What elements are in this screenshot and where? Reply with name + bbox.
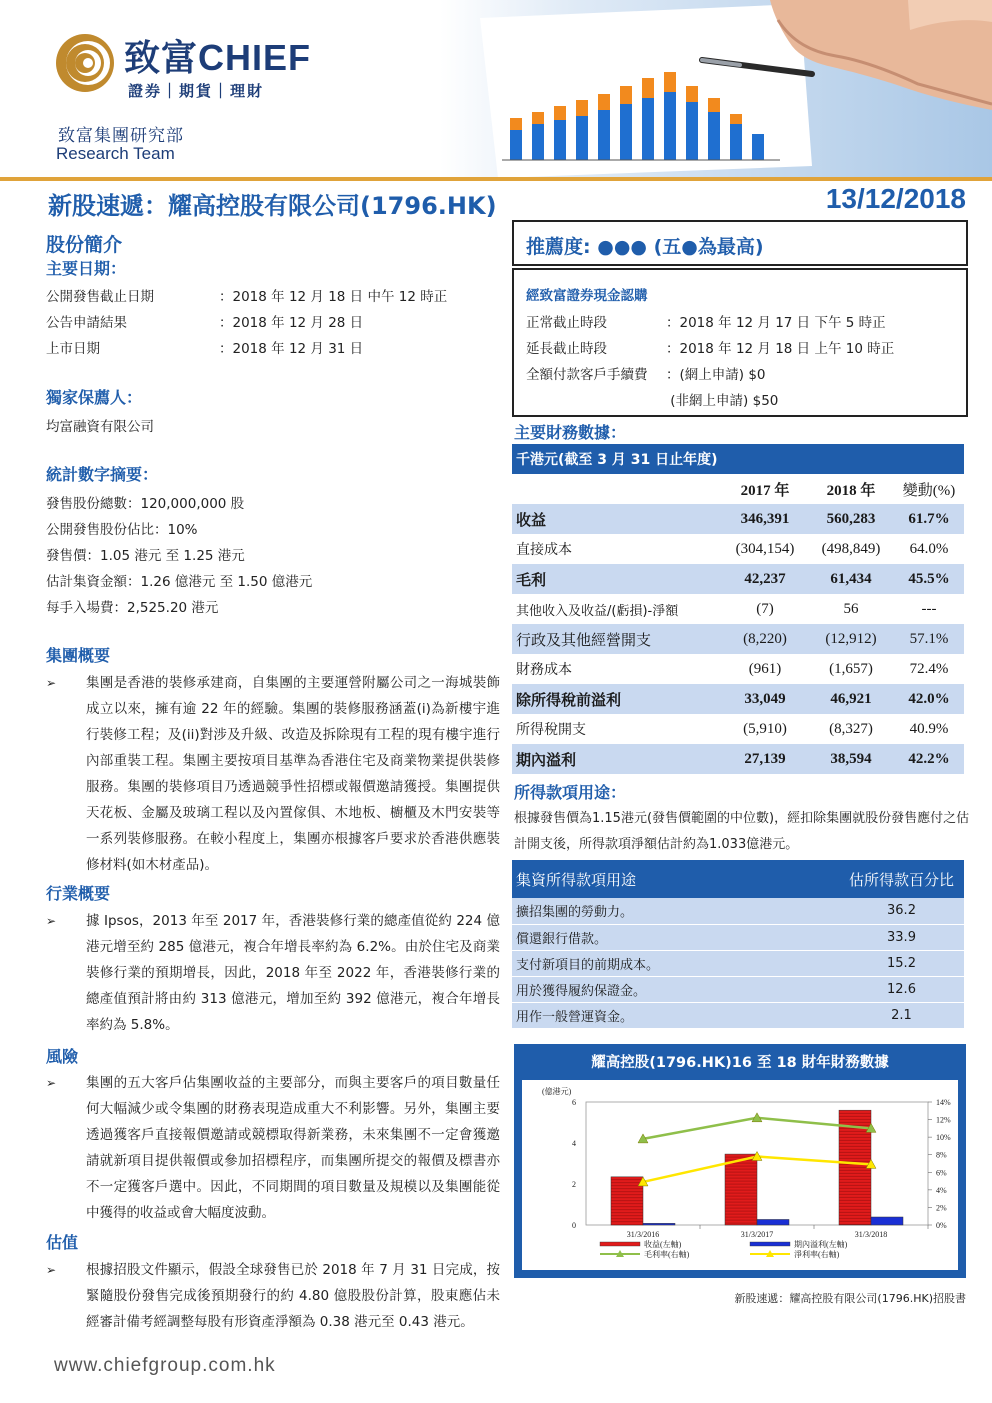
bar-profit: [871, 1217, 903, 1225]
table-row: 除所得稅前溢利 33,049 46,921 42.0%: [512, 684, 964, 714]
table-row: 毛利 42,237 61,434 45.5%: [512, 564, 964, 594]
industry-heading: 行業概要: [46, 884, 111, 903]
stats-heading: 統計數字摘要：: [46, 465, 159, 484]
x-tick-label: 31/3/2018: [854, 1230, 888, 1239]
legend-label: 收益(左軸): [644, 1240, 682, 1249]
table-row: 用於獲得履約保證金。 12.6: [512, 976, 964, 1002]
table-header-row: [512, 474, 964, 504]
subscription-heading: 經致富證券現金認購: [526, 288, 648, 304]
logo-wordmark: 致富CHIEF: [124, 37, 312, 79]
left-axis-unit: (億港元): [542, 1087, 572, 1096]
risk-heading: 風險: [46, 1047, 79, 1066]
subscription-box: [512, 268, 968, 417]
financials-table: [512, 444, 964, 774]
header-illustration: [440, 0, 992, 178]
table-row: 直接成本 (304,154) (498,849) 64.0%: [516, 540, 949, 558]
recommendation-box: [512, 220, 968, 266]
recommendation-rating: 推薦度: ●●● (五●為最高): [526, 236, 764, 258]
report-title: 新股速遞：耀高控股有限公司(1796.HK): [48, 192, 497, 220]
stat-line: 每手入場費：2,525.20 港元: [46, 600, 219, 616]
table-row: 支付新項目的前期成本。 15.2: [512, 950, 964, 976]
left-tick-label: 6: [572, 1098, 576, 1107]
left-tick-label: 2: [572, 1180, 576, 1189]
use-of-proceeds-table: [512, 860, 964, 1029]
subscription-row: 正常截止時段 ：2018 年 12 月 17 日 下午 5 時正: [526, 315, 886, 331]
column-header: 集資所得款項用途: [512, 860, 839, 898]
stat-line: 估計集資金額：1.26 億港元 至 1.50 億港元: [46, 574, 313, 590]
key-date-row: 公告申請結果 ：2018 年 12 月 28 日: [46, 315, 364, 331]
table-row: 擴招集團的勞動力。 36.2: [512, 898, 964, 924]
left-tick-label: 0: [572, 1221, 576, 1230]
valuation-paragraph: [46, 1257, 500, 1335]
sponsor-name: 均富融資有限公司: [46, 419, 154, 435]
bullet-arrow-icon: ➢: [46, 1263, 57, 1277]
table-header-row: [512, 860, 964, 898]
right-tick-label: 14%: [936, 1098, 951, 1107]
table-row: 財務成本 (961) (1,657) 72.4%: [516, 660, 949, 678]
table-caption-row: [512, 444, 964, 474]
right-tick-label: 10%: [936, 1133, 951, 1143]
left-tick-label: 4: [572, 1139, 576, 1148]
right-tick-label: 6%: [936, 1168, 947, 1178]
report-date: 13/12/2018: [825, 183, 966, 214]
table-row: 用作一般營運資金。 2.1: [512, 1002, 964, 1028]
sponsor-heading: 獨家保薦人：: [46, 388, 143, 407]
industry-text: 據 Ipsos，2013 年至 2017 年，香港裝修行業的總產值從約 224 億港元增至約 285 億港元，複合年增長率約為 6.2%。由於住宅及商業裝修行業的預期增長，因此，2018 年至 2022 年，香港裝修行業的總產值預計將由約 313 億港元，增加至約 392 億港元，複合年增長率約為 5.8%。: [86, 913, 500, 1033]
right-tick-label: 2%: [936, 1203, 947, 1213]
department-name-zh: 致富集團研究部: [58, 126, 184, 146]
column-header: 變動(%): [894, 474, 964, 504]
right-tick-label: 4%: [936, 1185, 947, 1195]
table-row: 期內溢利 27,139 38,594 42.2%: [512, 744, 964, 774]
right-tick-label: 0%: [936, 1221, 947, 1230]
valuation-text: 根據招股文件顯示，假設全球發售已於 2018 年 7 月 31 日完成，按緊隨股份發售完成後預期發行的約 4.80 億股股份計算，股東應佔未經審計備考經調整每股有形資產淨額為 0.38 港元至 0.43 港元。: [86, 1262, 500, 1330]
legend-swatch: [600, 1242, 640, 1246]
x-tick-label: 31/3/2016: [626, 1230, 660, 1239]
table-row: 其他收入及收益/(虧損)-淨額 (7) 56 ---: [516, 600, 937, 619]
header-divider: [0, 177, 992, 181]
key-dates-heading: 主要日期：: [46, 259, 127, 278]
bar-profit: [643, 1223, 675, 1225]
page-header: [0, 0, 992, 178]
overview-heading: 集團概要: [46, 646, 111, 665]
table-caption: 千港元(截至 3 月 31 日止年度): [512, 444, 964, 474]
x-tick-label: 31/3/2017: [740, 1230, 774, 1239]
table-row: 收益 346,391 560,283 61.7%: [512, 504, 964, 534]
bar-profit: [757, 1219, 789, 1225]
bullet-arrow-icon: ➢: [46, 1076, 57, 1090]
logo-tagline: 證券｜期貨｜理財: [128, 82, 265, 100]
legend-label: 毛利率(右軸): [644, 1250, 690, 1259]
stat-line: 公開發售股份佔比：10%: [46, 522, 198, 538]
right-tick-label: 12%: [936, 1115, 951, 1125]
department-name-en: Research Team: [56, 144, 175, 163]
chief-logo-icon: [54, 32, 116, 94]
risk-text: 集團的五大客戶佔集團收益的主要部分，而與主要客戶的項目數量任何大幅減少或令集團的財務表現造成重大不利影響。另外，集團主要透過獲客戶直接報價邀請或競標取得新業務，未來集團不一定會獲邀請就新項目提供報價或參加招標程序，而集團所提交的報價及標書亦不一定獲客戶選中。因此，不同期間的項目數量及規模以及集團能從中獲得的收益或會大幅度波動。: [86, 1075, 500, 1221]
table-row: 行政及其他經營開支 (8,220) (12,912) 57.1%: [512, 624, 964, 654]
column-header: 2017 年: [722, 474, 808, 504]
legend-swatch: [750, 1242, 790, 1246]
bar-revenue: [725, 1154, 757, 1225]
industry-paragraph: [46, 908, 500, 1038]
right-tick-label: 8%: [936, 1150, 947, 1160]
valuation-heading: 估值: [46, 1233, 79, 1252]
source-note: 新股速遞：耀高控股有限公司(1796.HK)招股書: [734, 1292, 966, 1305]
bullet-arrow-icon: ➢: [46, 914, 57, 928]
column-header: 估所得款百分比: [839, 860, 964, 898]
financial-chart: [522, 1080, 958, 1270]
financials-heading: 主要財務數據：: [514, 423, 627, 442]
financial-chart-panel: [514, 1044, 966, 1278]
key-date-row: 上市日期 ：2018 年 12 月 31 日: [46, 341, 364, 357]
subscription-row: 延長截止時段 ：2018 年 12 月 18 日 上午 10 時正: [526, 341, 895, 357]
footer-url: www.chiefgroup.com.hk: [54, 1355, 276, 1376]
subscription-row: 全額付款客戶手續費 ：(網上申請) $0: [526, 367, 766, 383]
table-row: 償還銀行借款。 33.9: [512, 924, 964, 950]
column-header: [512, 474, 722, 504]
table-row: 所得稅開支 (5,910) (8,327) 40.9%: [516, 720, 949, 738]
overview-paragraph: [46, 670, 500, 878]
legend-label: 期內溢利(左軸): [794, 1240, 848, 1249]
risk-paragraph: [46, 1070, 500, 1226]
stat-line: 發售股份總數：120,000,000 股: [46, 496, 245, 512]
profile-heading: 股份簡介: [46, 234, 123, 256]
stat-line: 發售價：1.05 港元 至 1.25 港元: [46, 548, 245, 564]
proceeds-text: 根據發售價為1.15港元(發售價範圍的中位數)，經扣除集團就股份發售應付之估計開支後，所得款項淨額估計約為1.033億港元。: [514, 811, 970, 852]
bullet-arrow-icon: ➢: [46, 676, 57, 690]
column-header: 2018 年: [808, 474, 894, 504]
subscription-row: (非網上申請) $50: [666, 393, 779, 409]
overview-text: 集團是香港的裝修承建商，自集團的主要運營附屬公司之一海城裝飾成立以來，擁有逾 22 年的經驗。集團的裝修服務涵蓋(i)為新樓宇進行裝修工程；及(ii)對涉及升級、改造及拆除現有工程的現有樓宇進行內部重裝工程。集團主要按項目基準為香港住宅及商業物業提供裝修服務。集團的裝修項目乃透過競爭性招標或報價邀請獲授。集團提供天花板、金屬及玻璃工程以及內置傢俱、木地板、櫥櫃及木門安裝等一系列裝修服務。在較小程度上，集團亦根據客戶要求於香港供應裝修材料(如木材產品)。: [86, 675, 500, 873]
chart-title: 耀高控股(1796.HK)16 至 18 財年財務數據: [591, 1055, 889, 1071]
legend-label: 淨利率(右軸): [794, 1250, 840, 1259]
proceeds-heading: 所得款項用途：: [514, 783, 627, 802]
key-date-row: 公開發售截止日期 ：2018 年 12 月 18 日 中午 12 時正: [46, 289, 448, 305]
